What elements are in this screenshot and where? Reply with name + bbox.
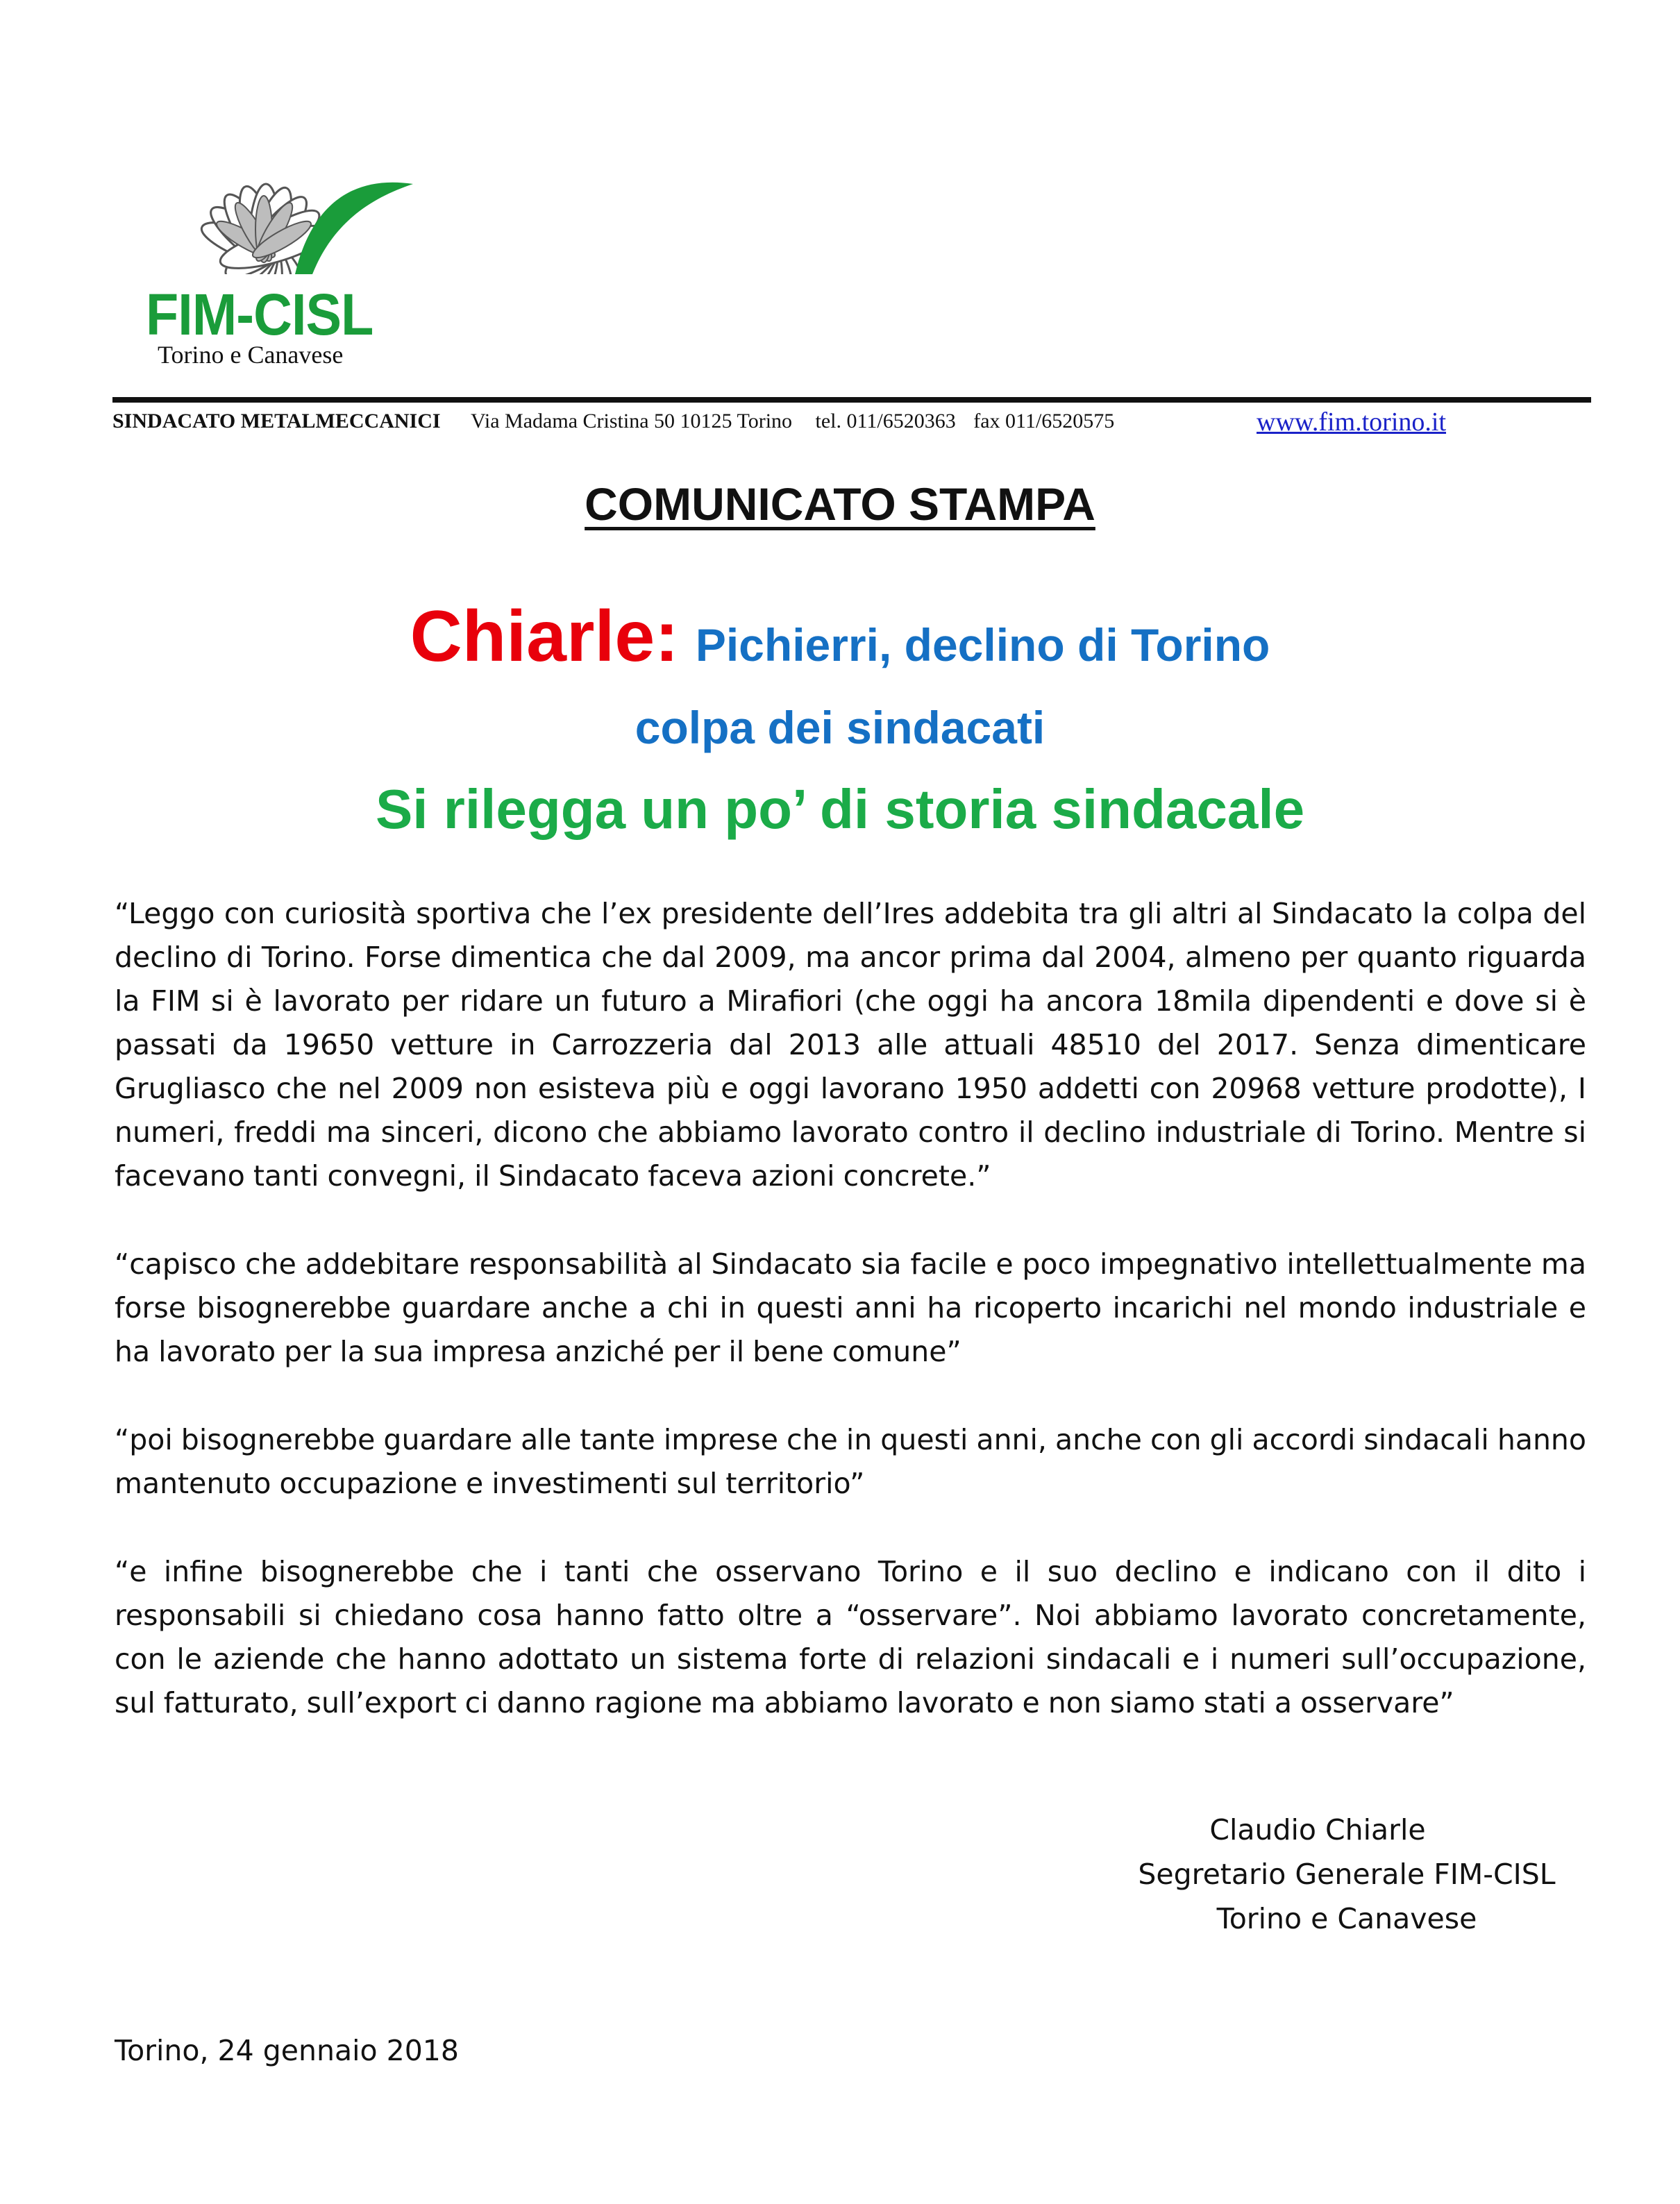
headline-name: Chiarle:	[410, 596, 679, 677]
fax: fax 011/6520575	[973, 410, 1115, 432]
header-divider	[112, 397, 1591, 403]
headline-line-2: colpa dei sindacati	[635, 702, 1045, 753]
paragraph: “capisco che addebitare responsabilità al Sindacato sia facile e poco impegnativo intellettualmente ma forse bisognerebbe guardare anche a chi in questi anni ha ricoperto incarichi nel mondo industriale e ha lavorato per la sua impresa anziché per il bene comune”	[115, 1247, 1586, 1368]
logo-subtitle: Torino e Canavese	[158, 341, 344, 369]
headline-line-1-rest: Pichierri, declino di Torino	[695, 619, 1270, 671]
paragraph: “e infine bisognerebbe che i tanti che osservano Torino e il suo declino e indicano con il dito i responsabili si chiedano cosa hanno fatto oltre a “osservare”. Noi abbiamo lavorato concretamente, con le aziende che hanno adottato un sistema forte di relazioni sindacali e i numeri sull’occupazione, sul fatturato, sull’export ci danno ragione ma abbiamo lavorato e non siamo stati a osservare”	[115, 1555, 1586, 1719]
signature-name: Claudio Chiarle	[1209, 1813, 1426, 1847]
address: Via Madama Cristina 50 10125 Torino	[471, 410, 793, 432]
document-type	[0, 478, 1680, 530]
paragraph: “Leggo con curiosità sportiva che l’ex presidente dell’Ires addebita tra gli altri al Sindacato la colpa del declino di Torino. Forse dimentica che dal 2009, ma ancor prima dal 2004, almeno per quanto riguarda la FIM si è lavorato per ridare un futuro a Mirafiori (che oggi ha ancora 18mila dipendenti e dove si è passati da 19650 vetture in Carrozzeria dal 2013 alle attuali 48510 del 2017. Senza dimenticare Grugliasco che nel 2009 non esisteva più e oggi lavorano 1950 addetti con 20968 vetture prodotte), I numeri, freddi ma sinceri, dicono che abbiamo lavorato contro il declino industriale di Torino. Mentre si facevano tanti convegni, il Sindacato faceva azioni concrete.”	[115, 897, 1586, 1193]
website-link[interactable]: www.fim.torino.it	[1257, 407, 1447, 437]
union-name: SINDACATO METALMECCANICI	[112, 410, 441, 432]
logo-wordmark: FIM-CISL	[146, 282, 373, 347]
signature-role: Segretario Generale FIM-CISL	[1138, 1858, 1556, 1891]
headline-line-3: Si rilegga un po’ di storia sindacale	[375, 778, 1305, 840]
daisy-leaf-icon	[142, 132, 420, 292]
fim-cisl-logo	[142, 132, 420, 382]
document-date: Torino, 24 gennaio 2018	[115, 2034, 459, 2067]
telephone: tel. 011/6520363	[815, 410, 956, 432]
paragraph: “poi bisognerebbe guardare alle tante imprese che in questi anni, anche con gli accordi sindacali hanno mantenuto occupazione e investimenti sul territorio”	[115, 1423, 1586, 1500]
signature-area: Torino e Canavese	[1216, 1902, 1477, 1935]
headline-line-1	[0, 596, 1680, 678]
letterhead	[112, 407, 1591, 437]
document-type-label: COMUNICATO STAMPA	[585, 478, 1095, 530]
